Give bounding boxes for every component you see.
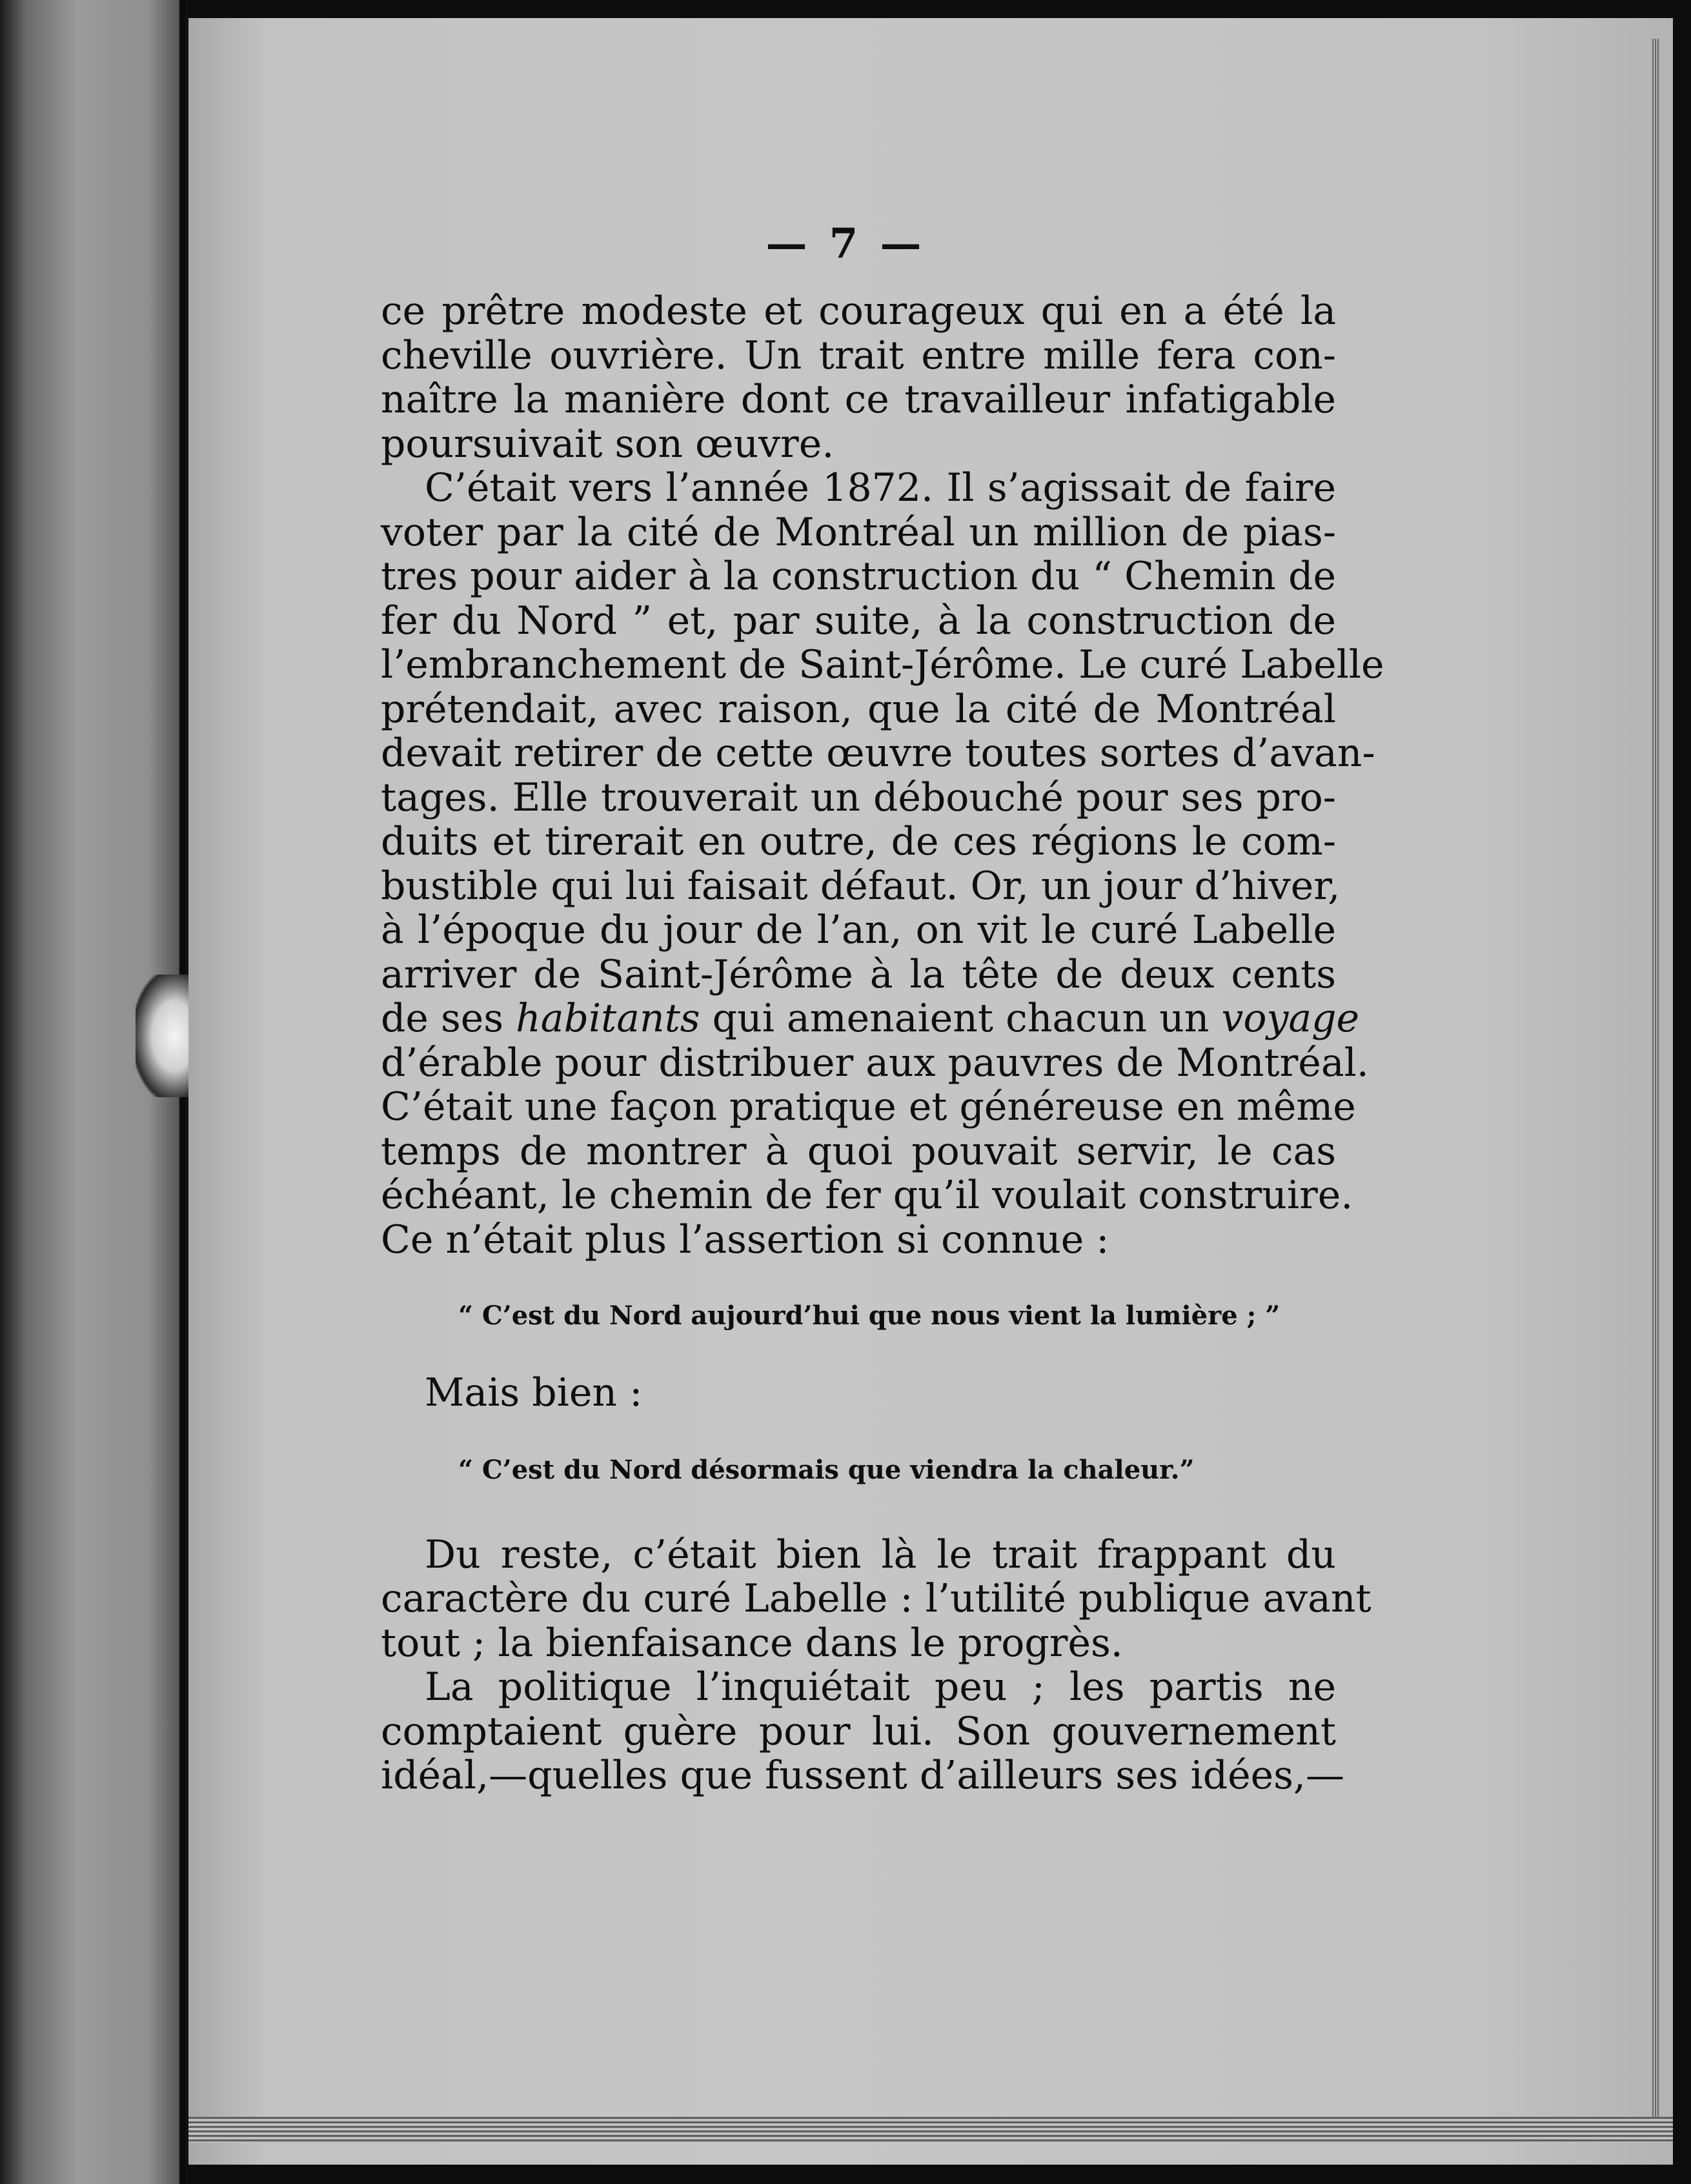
body-text <box>381 288 1384 1798</box>
text-line: arriver de Saint-Jérôme à la tête de deux cents <box>381 951 1336 997</box>
text-line: bustible qui lui faisait défaut. Or, un jour d’hiver, <box>381 863 1341 909</box>
paragraph-1 <box>381 289 1336 466</box>
text-line: poursuivait son œuvre. <box>381 421 835 467</box>
text-line: échéant, le chemin de fer qu’il voulait construire. <box>381 1173 1353 1218</box>
text-line: caractère du curé Labelle : l’utilité publique avant <box>381 1576 1372 1621</box>
text-line: prétendait, avec raison, que la cité de Montréal <box>381 686 1336 732</box>
text-line-with-italics <box>381 996 1360 1041</box>
text-line: devait retirer de cette œuvre toutes sortes d’avan- <box>381 731 1375 776</box>
text-line: à l’époque du jour de l’an, on vit le curé Labelle <box>381 907 1336 953</box>
text-line: Du reste, c’était bien là le trait frappant du <box>425 1532 1336 1577</box>
text-line: C’était vers l’année 1872. Il s’agissait de faire <box>425 465 1336 511</box>
paragraph-2 <box>381 465 1384 1262</box>
text-line: comptaient guère pour lui. Son gouvernement <box>381 1708 1336 1754</box>
text-line: naître la manière dont ce travailleur infatigable <box>381 377 1336 422</box>
text-line: temps de montrer à quoi pouvait servir, le cas <box>381 1128 1336 1174</box>
text-line: C’était une façon pratique et généreuse en même <box>381 1084 1356 1129</box>
text-line: d’érable pour distribuer aux pauvres de Montréal. <box>381 1040 1369 1086</box>
italic-habitants: habitants <box>516 996 700 1041</box>
italic-voyage: voyage <box>1221 996 1360 1041</box>
quote-lumiere: “ C’est du Nord aujourd’hui que nous vient la lumière ; ” <box>458 1300 1281 1331</box>
text-line: tout ; la bienfaisance dans le progrès. <box>381 1620 1123 1666</box>
quote-chaleur: “ C’est du Nord désormais que viendra la chaleur.” <box>458 1455 1195 1485</box>
text-line: Ce n’était plus l’assertion si connue : <box>381 1217 1109 1262</box>
page-number: — 7 — <box>765 219 926 268</box>
text-line: cheville ouvrière. Un trait entre mille fera con- <box>381 332 1336 378</box>
text-line: idéal,—quelles que fussent d’ailleurs ses idées,— <box>381 1753 1344 1798</box>
text-line: duits et tirerait en outre, de ces régions le com- <box>381 819 1336 864</box>
text-line: voter par la cité de Montréal un million de pias- <box>381 509 1336 555</box>
text-line: ce prêtre modeste et courageux qui en a été la <box>381 288 1336 334</box>
mais-bien: Mais bien : <box>425 1370 643 1415</box>
text-line: tages. Elle trouverait un débouché pour ses pro- <box>381 774 1336 820</box>
paragraph-3 <box>381 1532 1372 1666</box>
text-run: qui amenaient chacun un <box>700 996 1222 1041</box>
text-run: de ses <box>381 996 516 1041</box>
page-stack-bottom <box>188 2117 1673 2143</box>
text-line: tres pour aider à la construction du “ Chemin de <box>381 554 1336 599</box>
paragraph-4 <box>381 1664 1344 1798</box>
text-line: l’embranchement de Saint-Jérôme. Le curé Labelle <box>381 642 1384 687</box>
page-stack-edge <box>1652 39 1660 2117</box>
text-line: La politique l’inquiétait peu ; les partis ne <box>425 1664 1336 1710</box>
text-line: fer du Nord ” et, par suite, à la construction de <box>381 598 1336 643</box>
